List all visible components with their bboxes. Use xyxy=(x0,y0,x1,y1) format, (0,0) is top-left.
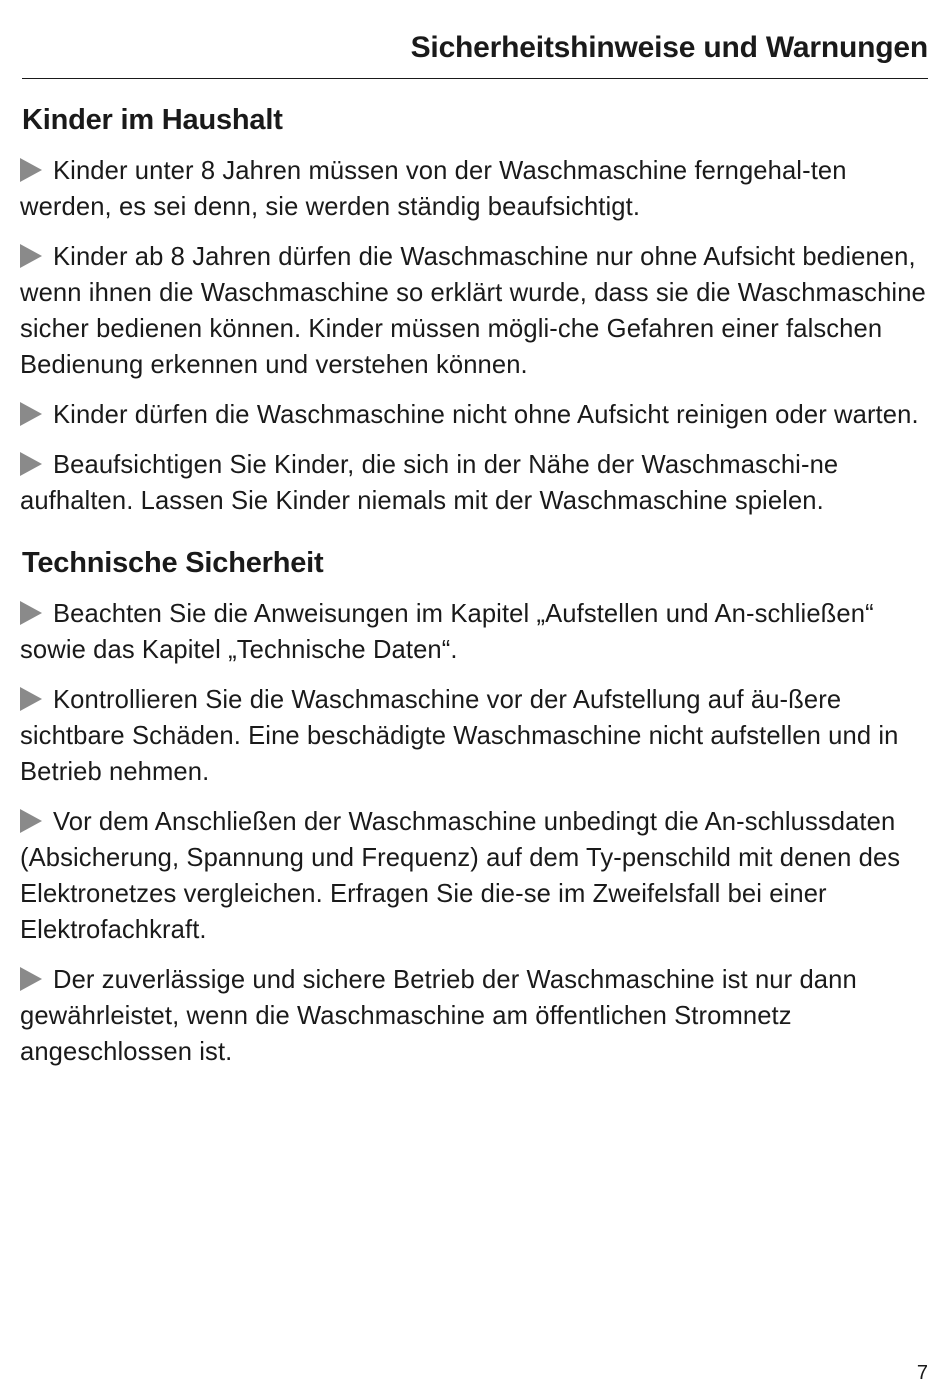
paragraph xyxy=(20,447,932,519)
paragraph xyxy=(20,239,932,383)
triangle-right-icon xyxy=(20,402,42,426)
page-header xyxy=(22,28,928,79)
paragraph xyxy=(20,682,932,790)
paragraph-text: Kinder ab 8 Jahren dürfen die Waschmaschine nur ohne Aufsicht bedienen, wenn ihnen die Waschmaschine so erklärt wurde, dass sie die Waschmaschine sicher bedienen können. Kinder müssen mögli-che Gefahren einer falschen Bedienung erkennen und verstehen können. xyxy=(20,243,926,379)
paragraph xyxy=(20,962,932,1070)
triangle-right-icon xyxy=(20,452,42,476)
triangle-right-icon xyxy=(20,158,42,182)
document-body xyxy=(20,100,932,1084)
paragraph xyxy=(20,804,932,948)
paragraph-text: Vor dem Anschließen der Waschmaschine unbedingt die An-schlussdaten (Absicherung, Spannung und Frequenz) auf dem Ty-penschild mit denen des Elektronetzes vergleichen. Erfragen Sie die-se im Zweifelsfall bei einer Elektrofachkraft. xyxy=(20,808,901,944)
paragraph-text: Der zuverlässige und sichere Betrieb der Waschmaschine ist nur dann gewährleistet, wenn die Waschmaschine am öffentlichen Stromnetz angeschlossen ist. xyxy=(20,966,857,1066)
paragraph xyxy=(20,153,932,225)
paragraph xyxy=(20,397,932,433)
section-title-kinder: Kinder im Haushalt xyxy=(22,104,283,136)
paragraph-text: Kinder unter 8 Jahren müssen von der Waschmaschine ferngehal-ten werden, es sei denn, sie werden ständig beaufsichtigt. xyxy=(20,157,847,221)
paragraph-text: Kinder dürfen die Waschmaschine nicht ohne Aufsicht reinigen oder warten. xyxy=(53,401,919,429)
paragraph-text: Kontrollieren Sie die Waschmaschine vor der Aufstellung auf äu-ßere sichtbare Schäden. Eine beschädigte Waschmaschine nicht aufstellen und in Betrieb nehmen. xyxy=(20,686,899,786)
paragraph-text: Beaufsichtigen Sie Kinder, die sich in der Nähe der Waschmaschi-ne aufhalten. Lassen Sie Kinder niemals mit der Waschmaschine spielen. xyxy=(20,451,839,515)
triangle-right-icon xyxy=(20,967,42,991)
paragraph-text: Beachten Sie die Anweisungen im Kapitel „Aufstellen und An-schließen“ sowie das Kapitel „Technische Daten“. xyxy=(20,600,874,664)
triangle-right-icon xyxy=(20,687,42,711)
paragraph xyxy=(20,596,932,668)
triangle-right-icon xyxy=(20,601,42,625)
page-number: 7 xyxy=(916,1362,928,1384)
triangle-right-icon xyxy=(20,244,42,268)
section-title-technische-sicherheit: Technische Sicherheit xyxy=(22,547,324,579)
page-title: Sicherheitshinweise und Warnungen xyxy=(410,31,928,64)
triangle-right-icon xyxy=(20,809,42,833)
